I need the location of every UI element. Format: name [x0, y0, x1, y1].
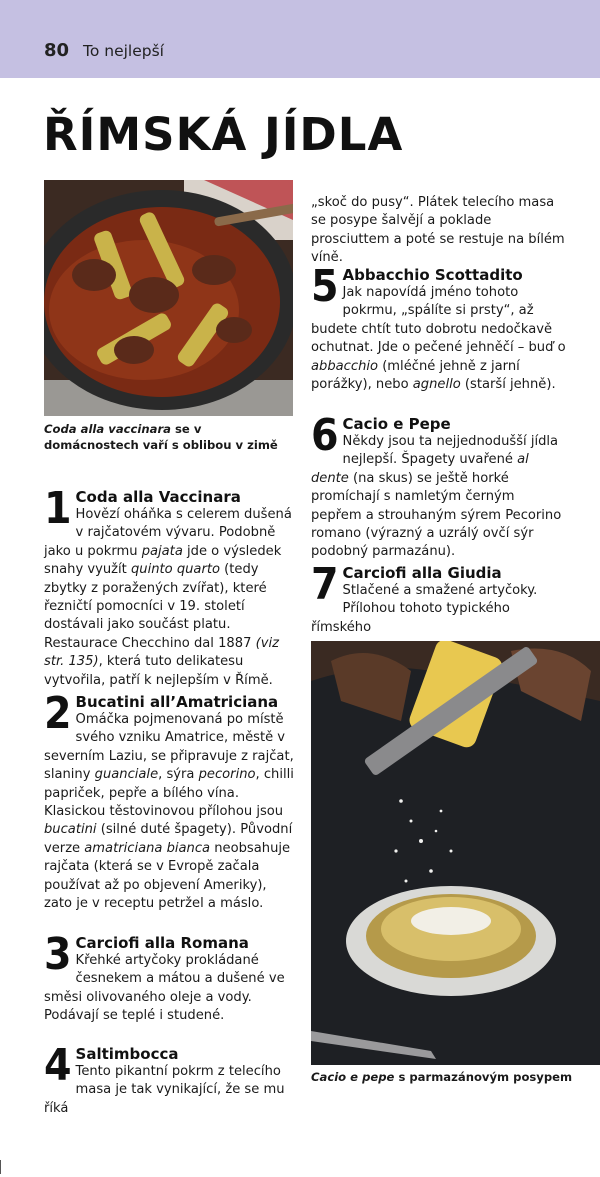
entry-1: [44, 483, 294, 690]
photo2-caption: Cacio e pepe s parmazánovým posypem: [311, 1070, 573, 1084]
entry-number: 1: [44, 483, 72, 534]
entry-body: Někdy jsou ta nejjednodušší jídla nejlepší. Špagety uvařené al dente (na skus) se ještě horké promíchají s namletým černým pepřem a strouhaným sýrem Pecorino romano (výrazný a uzrálý ovčí sýr podobný parmazánu).: [311, 434, 562, 560]
entry-2: [44, 688, 294, 913]
entry-title: Saltimbocca: [75, 1045, 179, 1063]
entry-number: 2: [44, 688, 72, 739]
cheese-grating-illustration: [311, 641, 600, 1065]
entry-number: 4: [44, 1040, 72, 1091]
entry-title: Cacio e Pepe: [342, 415, 451, 433]
entry-body: Jak napovídá jméno tohoto pokrmu, „spálíte si prsty“, až budete chtít tuto dobrotu nedočkavě ochutnat. Jde o pečené jehněčí – buď o abbacchio (mléčné jehně z jarní porážky), nebo agnello (starší jehně).: [311, 285, 566, 393]
entry-body: Omáčka pojmenovaná po místě svého vzniku Amatrice, městě v severním Laziu, se připravuje z rajčat, slaniny guanciale, sýra pecorino, chilli papriček, pepře a bílého vína. Klasickou těstovinovou přílohou jsou bucatini (silné duté špagety). Původní verze amatriciana bianca neobsahuje rajčata (která se v Evropě začala používat až po objevení Ameriky), zato je v receptu petržel a máslo.: [44, 712, 294, 912]
coda-alla-vaccinara-photo: [44, 180, 293, 416]
page-header: [0, 0, 600, 78]
stew-pot-illustration: [44, 180, 293, 416]
entry-7: [311, 559, 566, 637]
entry-number: 3: [44, 929, 72, 980]
entry-body: Křehké artyčoky prokládané česnekem a mátou a dušené ve směsi olivovaného oleje a vody. Podávají se teplé i studené.: [44, 953, 285, 1024]
entry-body: Hovězí oháňka s celerem dušená v rajčatovém vývaru. Podobně jako u pokrmu pajata jde o výsledek snahy využít quinto quarto (tedy zbytky z poražených zvířat), které řezničtí pomocníci v 19. století dostávali jako součást platu. Restaurace Checchino dal 1887 (viz str. 135), která tuto delikatesu vytvořila, patří k nejlepším v Římě.: [44, 507, 292, 688]
entry-title: Abbacchio Scottadito: [342, 266, 523, 284]
page-number: 80: [44, 40, 70, 61]
entry-5: [311, 261, 566, 394]
entry-body: Tento pikantní pokrm z telecího masa je tak vynikající, že se mu říká: [44, 1064, 285, 1116]
section-title: To nejlepší: [83, 42, 164, 60]
entry-6: [311, 410, 566, 562]
entry-number: 5: [311, 261, 339, 312]
cacio-e-pepe-photo: [311, 641, 600, 1065]
entry-3: [44, 929, 294, 1026]
entry-title: Coda alla Vaccinara: [75, 488, 241, 506]
entry-number: 6: [311, 410, 339, 461]
entry-4: [44, 1040, 294, 1118]
page-title: ŘÍMSKÁ JÍDLA: [43, 108, 404, 161]
entry-4-continuation: „skoč do pusy“. Plátek telecího masa se posype šalvějí a poklade prosciuttem a poté se restuje na bílém víně.: [311, 195, 565, 266]
photo1-caption: Coda alla vaccinara se v domácnostech vaří s oblibou v zimě: [44, 422, 278, 452]
entry-title: Bucatini all’Amatriciana: [75, 693, 279, 711]
page-edge-mark: [0, 1160, 1, 1174]
entry-body: Stlačené a smažené artyčoky. Přílohou tohoto typického římského: [311, 583, 538, 635]
entry-title: Carciofi alla Romana: [75, 934, 249, 952]
entry-number: 7: [311, 559, 339, 610]
entry-title: Carciofi alla Giudia: [342, 564, 502, 582]
